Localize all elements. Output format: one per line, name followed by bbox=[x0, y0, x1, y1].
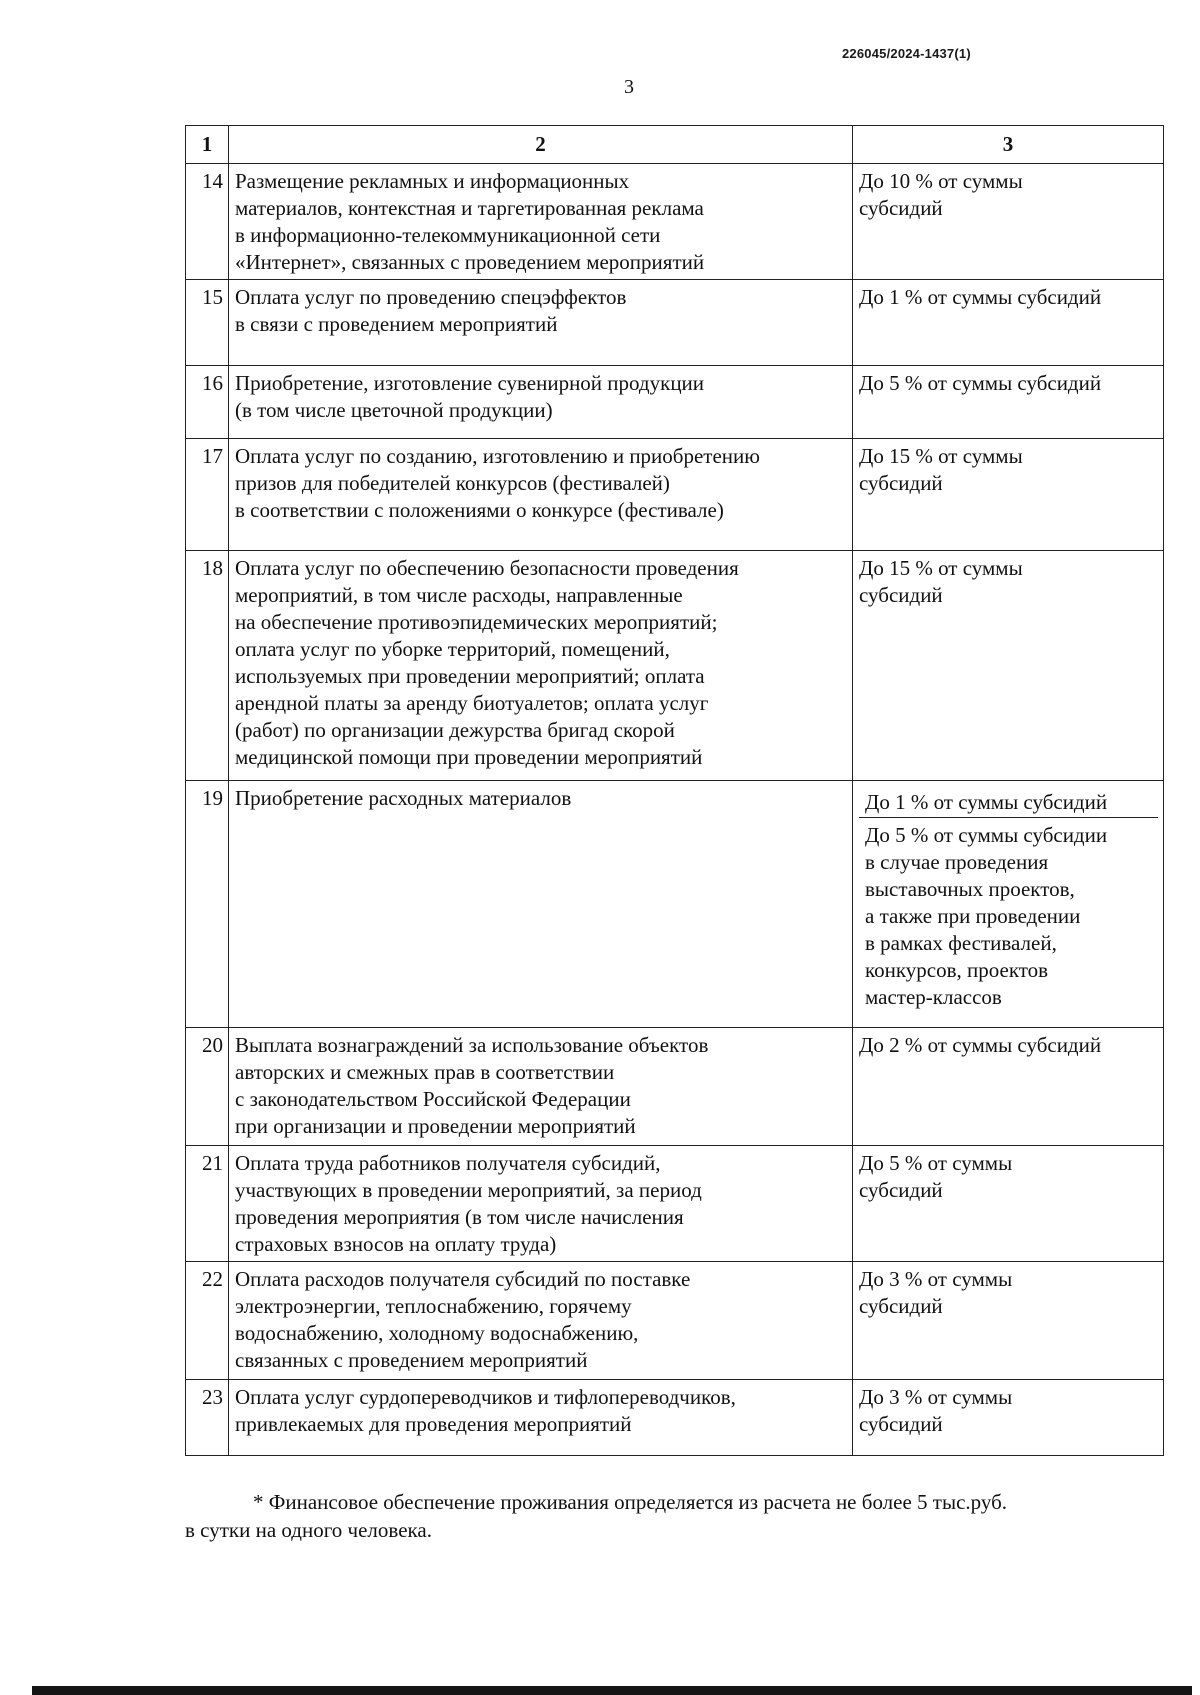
row-number: 19 bbox=[186, 781, 229, 1028]
row-number: 14 bbox=[186, 164, 229, 280]
column-header-1: 1 bbox=[186, 126, 229, 164]
row-number: 15 bbox=[186, 280, 229, 366]
expense-limit: До 1 % от суммы субсидий bbox=[859, 785, 1158, 818]
table-header-row bbox=[186, 126, 1164, 164]
footnote-line-1: * Финансовое обеспечение проживания определяется из расчета не более 5 тыс.руб. bbox=[253, 1490, 1008, 1514]
expense-description: Приобретение расходных материалов bbox=[229, 781, 853, 1028]
table-row bbox=[186, 366, 1164, 439]
expenses-table bbox=[185, 125, 1164, 1456]
row-number: 18 bbox=[186, 551, 229, 781]
table-row bbox=[186, 1146, 1164, 1262]
expense-limit-extra: До 5 % от суммы субсидии в случае проведения выставочных проектов, а также при проведении в рамках фестивалей, конкурсов, проектов мастер-классов bbox=[865, 823, 1108, 1009]
expense-description: Приобретение, изготовление сувенирной продукции (в том числе цветочной продукции) bbox=[229, 366, 853, 439]
row-number: 16 bbox=[186, 366, 229, 439]
expense-description: Оплата услуг сурдопереводчиков и тифлопереводчиков, привлекаемых для проведения мероприятий bbox=[229, 1380, 853, 1456]
expense-limit: До 2 % от суммы субсидий bbox=[853, 1028, 1164, 1146]
row-number: 23 bbox=[186, 1380, 229, 1456]
expense-limit: До 1 % от суммы субсидий bbox=[853, 280, 1164, 366]
column-header-2: 2 bbox=[229, 126, 853, 164]
row-number: 20 bbox=[186, 1028, 229, 1146]
footnote-line-2: в сутки на одного человека. bbox=[185, 1518, 432, 1542]
table-row bbox=[186, 781, 1164, 1028]
column-header-3: 3 bbox=[853, 126, 1164, 164]
table-row bbox=[186, 164, 1164, 280]
expense-description: Размещение рекламных и информационных материалов, контекстная и таргетированная реклама в информационно-телекоммуникационной сети «Интернет», связанных с проведением мероприятий bbox=[229, 164, 853, 280]
expense-description: Оплата услуг по созданию, изготовлению и приобретению призов для победителей конкурсов (фестивалей) в соответствии с положениями о конкурсе (фестивале) bbox=[229, 439, 853, 551]
expense-limit: До 15 % от суммы субсидий bbox=[853, 551, 1164, 781]
document-number: 226045/2024-1437(1) bbox=[842, 46, 971, 61]
scan-edge-bar bbox=[32, 1686, 1192, 1695]
footnote bbox=[185, 1488, 1153, 1544]
expense-limit: До 5 % от суммы субсидий bbox=[853, 1146, 1164, 1262]
expense-description: Оплата услуг по обеспечению безопасности проведения мероприятий, в том числе расходы, направленные на обеспечение противоэпидемических мероприятий; оплата услуг по уборке территорий, помещений, используемых при проведении мероприятий; оплата арендной платы за аренду биотуалетов; оплата услуг (работ) по организации дежурства бригад скорой медицинской помощи при проведении мероприятий bbox=[229, 551, 853, 781]
table-row bbox=[186, 280, 1164, 366]
table-row bbox=[186, 439, 1164, 551]
expense-description: Выплата вознаграждений за использование объектов авторских и смежных прав в соответствии с законодательством Российской Федерации при организации и проведении мероприятий bbox=[229, 1028, 853, 1146]
page-number: 3 bbox=[624, 76, 634, 98]
expense-limit: До 10 % от суммы субсидий bbox=[853, 164, 1164, 280]
expense-limit-split bbox=[853, 781, 1164, 1028]
table-row bbox=[186, 1380, 1164, 1456]
expense-limit: До 3 % от суммы субсидий bbox=[853, 1380, 1164, 1456]
expense-description: Оплата труда работников получателя субсидий, участвующих в проведении мероприятий, за период проведения мероприятия (в том числе начисления страховых взносов на оплату труда) bbox=[229, 1146, 853, 1262]
expense-limit: До 15 % от суммы субсидий bbox=[853, 439, 1164, 551]
row-number: 21 bbox=[186, 1146, 229, 1262]
expense-limit: До 5 % от суммы субсидий bbox=[853, 366, 1164, 439]
table-row bbox=[186, 551, 1164, 781]
table-row bbox=[186, 1262, 1164, 1380]
row-number: 17 bbox=[186, 439, 229, 551]
expense-description: Оплата расходов получателя субсидий по поставке электроэнергии, теплоснабжению, горячему водоснабжению, холодному водоснабжению, связанных с проведением мероприятий bbox=[229, 1262, 853, 1380]
expense-limit: До 3 % от суммы субсидий bbox=[853, 1262, 1164, 1380]
expense-description: Оплата услуг по проведению спецэффектов в связи с проведением мероприятий bbox=[229, 280, 853, 366]
row-number: 22 bbox=[186, 1262, 229, 1380]
table-row bbox=[186, 1028, 1164, 1146]
